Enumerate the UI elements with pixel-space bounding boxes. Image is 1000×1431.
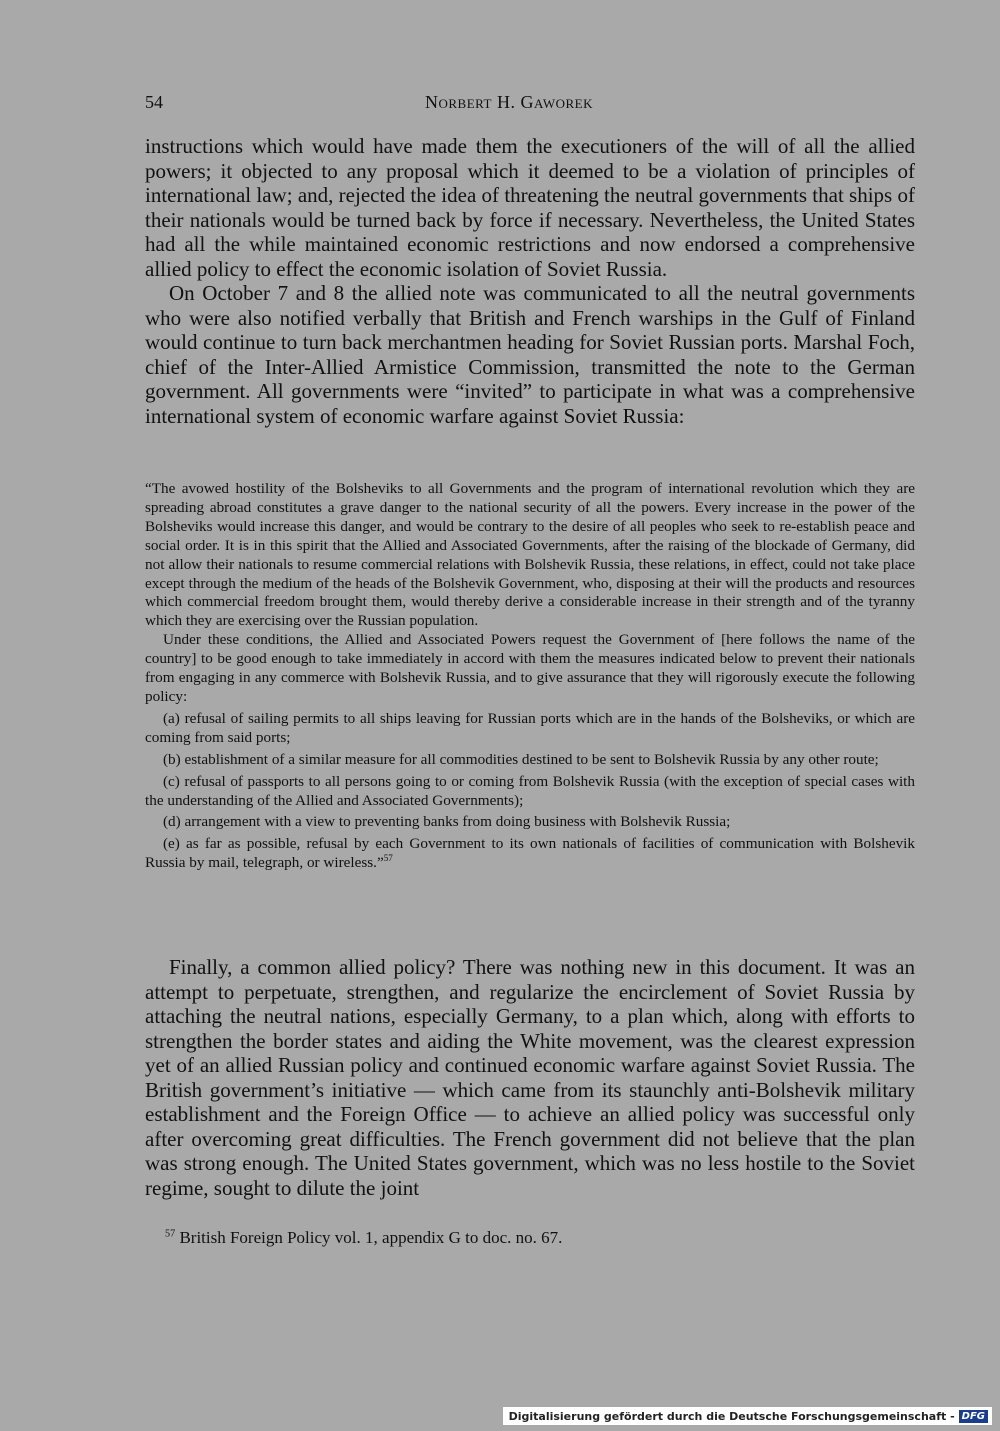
quote-list-item: (c) refusal of passports to all persons going to or coming from Bolshevik Russia (with the exception of special cases with the understanding of the Allied and Associated Governments); <box>145 772 915 809</box>
quote-list-item: (d) arrangement with a view to preventing banks from doing business with Bolshevik Russia; <box>163 813 731 831</box>
block-quote <box>145 480 915 873</box>
quote-list-item: (a) refusal of sailing permits to all ships leaving for Russian ports which are in the hands of the Bolsheviks, or which are coming from said ports; <box>145 709 915 746</box>
quote-list-item: (b) establishment of a similar measure for all commodities destined to be sent to Bolshevik Russia by any other route; <box>163 750 879 768</box>
quote-list-item-last <box>145 835 915 873</box>
quote-paragraph: Under these conditions, the Allied and Associated Powers request the Government of [here follows the name of the country] to be good enough to take immediately in accord with them the measures indicated below to prevent their nationals from engaging in any commerce with Bolshevik Russia, and to give assurance that they will rigorously execute the following policy: <box>145 631 915 705</box>
quote-list-item-text: (e) as far as possible, refusal by each Government to its own nationals of facilities of communication with Bolshevik Russia by mail, telegraph, or wireless.” <box>145 835 915 872</box>
paragraph: Finally, a common allied policy? There was nothing new in this document. It was an attempt to perpetuate, strengthen, and regularize the encirclement of Soviet Russia by attaching the neutral nations, especially Germany, to a plan which, along with efforts to strengthen the border states and aiding the White movement, was the clearest expression yet of an allied Russian policy and continued economic warfare against Soviet Russia. The British government’s initiative — which came from its staunchly anti-Bolshevik military establishment and the Foreign Office — to achieve an allied policy was successful only after overcoming great difficulties. The French government did not believe that the plan was strong enough. The United States government, which was no less hostile to the Soviet regime, sought to dilute the joint <box>145 955 915 1200</box>
body-text-top <box>145 134 915 428</box>
footnote <box>165 1228 562 1248</box>
page-header <box>145 92 915 116</box>
footnote-number: 57 <box>165 1228 176 1240</box>
paragraph: On October 7 and 8 the allied note was communicated to all the neutral governments who were also notified verbally that British and French warships in the Gulf of Finland would continue to turn back merchantmen heading for Soviet Russian ports. Marshal Foch, chief of the Inter-Allied Armistice Commission, transmitted the note to the German government. All governments were “invited” to participate in what was a comprehensive international system of economic warfare against Soviet Russia: <box>145 281 915 428</box>
footnote-reference[interactable]: 57 <box>383 853 393 864</box>
page-number: 54 <box>145 92 163 112</box>
running-head: Norbert H. Gaworek <box>425 92 594 112</box>
dfg-logo-icon: DFG <box>959 1410 988 1423</box>
footnote-text: British Foreign Policy vol. 1, appendix G to doc. no. 67. <box>179 1228 563 1247</box>
digitization-credit <box>503 1407 992 1425</box>
credit-text: Digitalisierung gefördert durch die Deutsche Forschungsgemeinschaft - <box>508 1409 955 1423</box>
body-text-bottom <box>145 955 915 1200</box>
paragraph: instructions which would have made them the executioners of the will of all the allied powers; it objected to any proposal which it deemed to be a violation of principles of international law; and, rejected the idea of threatening the neutral governments that ships of their nationals would be turned back by force if necessary. Nevertheless, the United States had all the while maintained economic restrictions and now endorsed a comprehensive allied policy to effect the economic isolation of Soviet Russia. <box>145 134 915 281</box>
quote-paragraph: “The avowed hostility of the Bolsheviks to all Governments and the program of international revolution which they are spreading abroad constitutes a grave danger to the national security of all the powers. Every increase in the power of the Bolsheviks would increase this danger, and would be contrary to the desire of all peoples who seek to re-establish peace and social order. It is in this spirit that the Allied and Associated Governments, after the raising of the blockade of Germany, did not allow their nationals to resume commercial relations with Bolshevik Russia, these relations, in effect, could not take place except through the medium of the heads of the Bolshevik Government, who, disposing at their will the products and resources which commercial freedom brought them, would thereby derive a considerable increase in their strength and of the tyranny which they are exercising over the Russian population. <box>145 480 915 630</box>
